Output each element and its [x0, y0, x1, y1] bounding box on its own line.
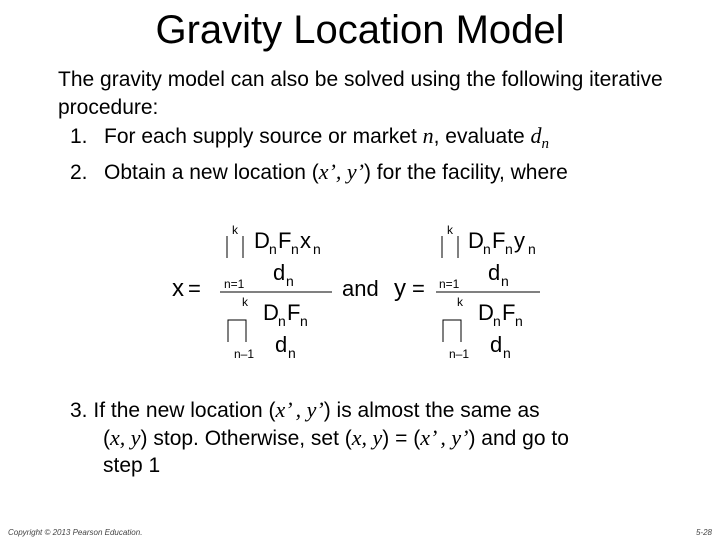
- num-x: x: [300, 228, 311, 253]
- num-F: F: [492, 228, 506, 253]
- sum-lower: n=1: [224, 277, 245, 291]
- step-text: , evaluate: [433, 125, 531, 148]
- equals-sign: =: [412, 276, 425, 301]
- sum-upper: k: [242, 295, 248, 309]
- step-text: ) for the facility, where: [363, 161, 568, 185]
- x-lhs: x: [172, 275, 184, 302]
- var-n: n: [422, 123, 434, 148]
- step-text: ) stop. Otherwise, set (: [140, 427, 352, 450]
- num-F: F: [278, 228, 292, 253]
- sum-lower-den: n–1: [234, 347, 255, 361]
- sum-glyph: [227, 236, 243, 258]
- formula-svg: [150, 216, 570, 376]
- sum-upper: k: [447, 223, 453, 237]
- equals-sign: =: [188, 276, 201, 301]
- num-d: d: [273, 260, 286, 285]
- step-3-line-2: [70, 424, 680, 452]
- num-D: D: [468, 228, 484, 253]
- sub-n: n: [501, 273, 509, 289]
- den-D: D: [263, 300, 279, 325]
- sum-glyph: [442, 236, 458, 258]
- slide-body: [58, 66, 698, 187]
- sub-n: n: [291, 241, 299, 257]
- var-xy: x, y: [110, 425, 141, 450]
- sub-n: n: [269, 241, 277, 257]
- sum-upper: k: [232, 223, 238, 237]
- step-text: If the new location (: [93, 399, 276, 422]
- var-xy: x’, y’: [318, 159, 364, 185]
- sub-n: n: [278, 313, 286, 329]
- step-text: ) = (: [382, 427, 421, 450]
- y-lhs: y: [394, 275, 406, 302]
- sub-n: n: [288, 345, 296, 361]
- var-xy: x, y: [351, 425, 383, 450]
- slide-title: Gravity Location Model: [155, 8, 565, 52]
- num-d: d: [488, 260, 501, 285]
- sub-n: n: [286, 273, 294, 289]
- den-D: D: [478, 300, 494, 325]
- prod-glyph: [443, 320, 461, 342]
- den-F: F: [502, 300, 516, 325]
- sum-lower: n=1: [439, 277, 460, 291]
- step-1: [70, 122, 698, 158]
- formula: [150, 216, 570, 376]
- var-d: d: [530, 123, 542, 148]
- sub-n: n: [313, 241, 321, 257]
- den-F: F: [287, 300, 301, 325]
- sub-n: n: [300, 313, 308, 329]
- sum-upper: k: [457, 295, 463, 309]
- prod-glyph: [228, 320, 246, 342]
- copyright-text: Copyright © 2013 Pearson Education.: [8, 528, 143, 537]
- num-y: y: [514, 228, 525, 253]
- step-text: ) and go to: [468, 427, 569, 450]
- sub-n: n: [483, 241, 491, 257]
- den-d: d: [275, 332, 288, 357]
- step-number: 3.: [70, 399, 88, 422]
- step-number: 1.: [70, 125, 88, 148]
- page-number: 5-28: [695, 528, 712, 537]
- den-d: d: [490, 332, 503, 357]
- step-3-line-3: step 1: [103, 454, 161, 477]
- sub-n: n: [515, 313, 523, 329]
- step-2: [70, 158, 698, 187]
- sub-n: n: [493, 313, 501, 329]
- step-text: ) is almost the same as: [323, 399, 540, 422]
- sub-n: n: [503, 345, 511, 361]
- num-D: D: [254, 228, 270, 253]
- step-text: (: [103, 427, 110, 450]
- intro-text: The gravity model can also be solved using the following iterative procedure:: [58, 68, 663, 119]
- step-text: Obtain a new location (: [104, 161, 319, 185]
- sub-n: n: [505, 241, 513, 257]
- step-3: [70, 396, 680, 479]
- step-number: 2.: [70, 161, 88, 185]
- sub-n: n: [541, 136, 550, 153]
- var-xy: x’ , y’: [420, 425, 469, 450]
- sum-lower-den: n–1: [449, 347, 470, 361]
- and-word: and: [342, 276, 379, 301]
- sub-n: n: [528, 241, 536, 257]
- var-xy: x’ , y’: [275, 397, 324, 422]
- step-text: For each supply source or market: [104, 125, 423, 148]
